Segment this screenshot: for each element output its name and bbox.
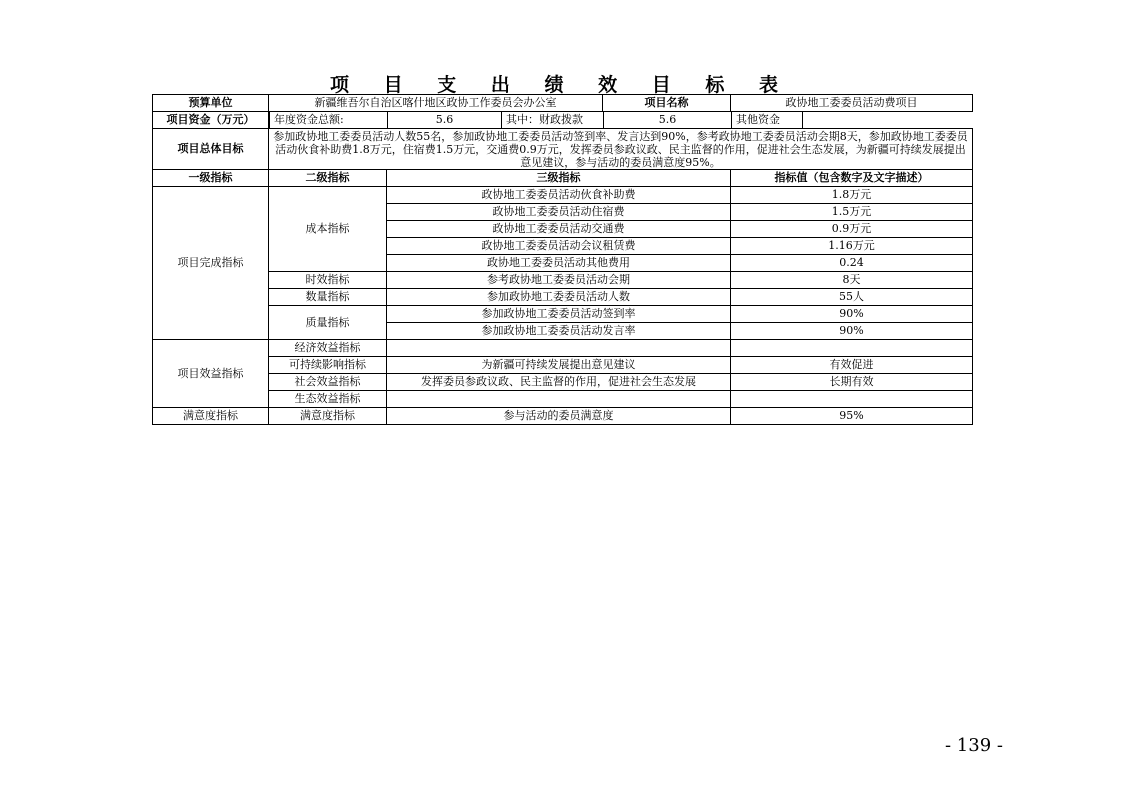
value-cell: 长期有效 bbox=[731, 374, 973, 391]
overall-goal-label: 项目总体目标 bbox=[153, 129, 269, 170]
level2-ecological: 生态效益指标 bbox=[269, 391, 387, 408]
table-row bbox=[153, 408, 973, 425]
level1-completion: 项目完成指标 bbox=[153, 187, 269, 340]
indicator-cell: 参考政协地工委委员活动会期 bbox=[387, 272, 731, 289]
level2-sustainable: 可持续影响指标 bbox=[269, 357, 387, 374]
level2-quantity: 数量指标 bbox=[269, 289, 387, 306]
table-row bbox=[153, 272, 973, 289]
level2-satisfaction: 满意度指标 bbox=[269, 408, 387, 425]
indicator-cell: 政协地工委委员活动其他费用 bbox=[387, 255, 731, 272]
fiscal-label: 其中：财政拨款 bbox=[502, 112, 604, 128]
overall-goal-text: 参加政协地工委委员活动人数55名，参加政协地工委委员活动签到率、发言达到90%，参考政协地工委委员活动会期8天，参加政协地工委委员活动伙食补助费1.8万元，住宿费1.5万元，交通费0.9万元，发挥委员参政议政、民主监督的作用，促进社会生态发展，为新疆可持续发展提出意见建议，参与活动的委员满意度95%。 bbox=[269, 129, 973, 170]
table-row bbox=[153, 95, 973, 112]
indicator-cell: 参加政协地工委委员活动人数 bbox=[387, 289, 731, 306]
level2-economic: 经济效益指标 bbox=[269, 340, 387, 357]
table-row bbox=[153, 391, 973, 408]
table-row bbox=[153, 129, 973, 170]
indicator-cell: 为新疆可持续发展提出意见建议 bbox=[387, 357, 731, 374]
level1-satisfaction: 满意度指标 bbox=[153, 408, 269, 425]
value-cell bbox=[731, 391, 973, 408]
table-row bbox=[153, 340, 973, 357]
performance-target-table bbox=[152, 94, 973, 425]
column-header: 指标值（包含数字及文字描述） bbox=[731, 170, 973, 187]
table-row bbox=[153, 289, 973, 306]
value-cell: 8天 bbox=[731, 272, 973, 289]
column-header: 三级指标 bbox=[387, 170, 731, 187]
annual-total-label: 年度资金总额: bbox=[270, 112, 388, 128]
other-funds-label: 其他资金 bbox=[732, 112, 803, 128]
budget-unit-label: 预算单位 bbox=[153, 95, 269, 112]
value-cell: 90% bbox=[731, 323, 973, 340]
value-cell: 95% bbox=[731, 408, 973, 425]
value-cell: 0.24 bbox=[731, 255, 973, 272]
value-cell: 1.8万元 bbox=[731, 187, 973, 204]
project-name-label: 项目名称 bbox=[603, 95, 731, 112]
table-header-row bbox=[153, 170, 973, 187]
column-header: 一级指标 bbox=[153, 170, 269, 187]
indicator-cell bbox=[387, 391, 731, 408]
table-row bbox=[153, 112, 973, 129]
level2-social: 社会效益指标 bbox=[269, 374, 387, 391]
table-row bbox=[153, 306, 973, 323]
value-cell: 55人 bbox=[731, 289, 973, 306]
value-cell: 0.9万元 bbox=[731, 221, 973, 238]
indicator-cell: 政协地工委委员活动伙食补助费 bbox=[387, 187, 731, 204]
indicator-cell: 政协地工委委员活动住宿费 bbox=[387, 204, 731, 221]
indicator-cell: 发挥委员参政议政、民主监督的作用，促进社会生态发展 bbox=[387, 374, 731, 391]
funds-label: 项目资金（万元） bbox=[153, 112, 269, 129]
table-row bbox=[153, 187, 973, 204]
indicator-cell bbox=[387, 340, 731, 357]
indicator-cell: 政协地工委委员活动交通费 bbox=[387, 221, 731, 238]
other-funds-value bbox=[803, 112, 973, 128]
value-cell bbox=[731, 340, 973, 357]
funds-cell bbox=[269, 112, 973, 129]
value-cell: 有效促进 bbox=[731, 357, 973, 374]
fiscal-value: 5.6 bbox=[604, 112, 732, 128]
value-cell: 90% bbox=[731, 306, 973, 323]
indicator-cell: 参加政协地工委委员活动签到率 bbox=[387, 306, 731, 323]
indicator-cell: 政协地工委委员活动会议租赁费 bbox=[387, 238, 731, 255]
level2-quality: 质量指标 bbox=[269, 306, 387, 340]
indicator-cell: 参与活动的委员满意度 bbox=[387, 408, 731, 425]
column-header: 二级指标 bbox=[269, 170, 387, 187]
budget-unit-value: 新疆维吾尔自治区喀什地区政协工作委员会办公室 bbox=[269, 95, 603, 112]
annual-total-value: 5.6 bbox=[388, 112, 502, 128]
value-cell: 1.16万元 bbox=[731, 238, 973, 255]
table-row bbox=[153, 374, 973, 391]
value-cell: 1.5万元 bbox=[731, 204, 973, 221]
level2-cost: 成本指标 bbox=[269, 187, 387, 272]
level1-benefit: 项目效益指标 bbox=[153, 340, 269, 408]
table-row bbox=[153, 357, 973, 374]
page-title: 项 目 支 出 绩 效 目 标 表 bbox=[330, 74, 792, 96]
level2-timeliness: 时效指标 bbox=[269, 272, 387, 289]
page-number: - 139 - bbox=[945, 735, 1003, 756]
indicator-cell: 参加政协地工委委员活动发言率 bbox=[387, 323, 731, 340]
project-name-value: 政协地工委委员活动费项目 bbox=[731, 95, 973, 112]
